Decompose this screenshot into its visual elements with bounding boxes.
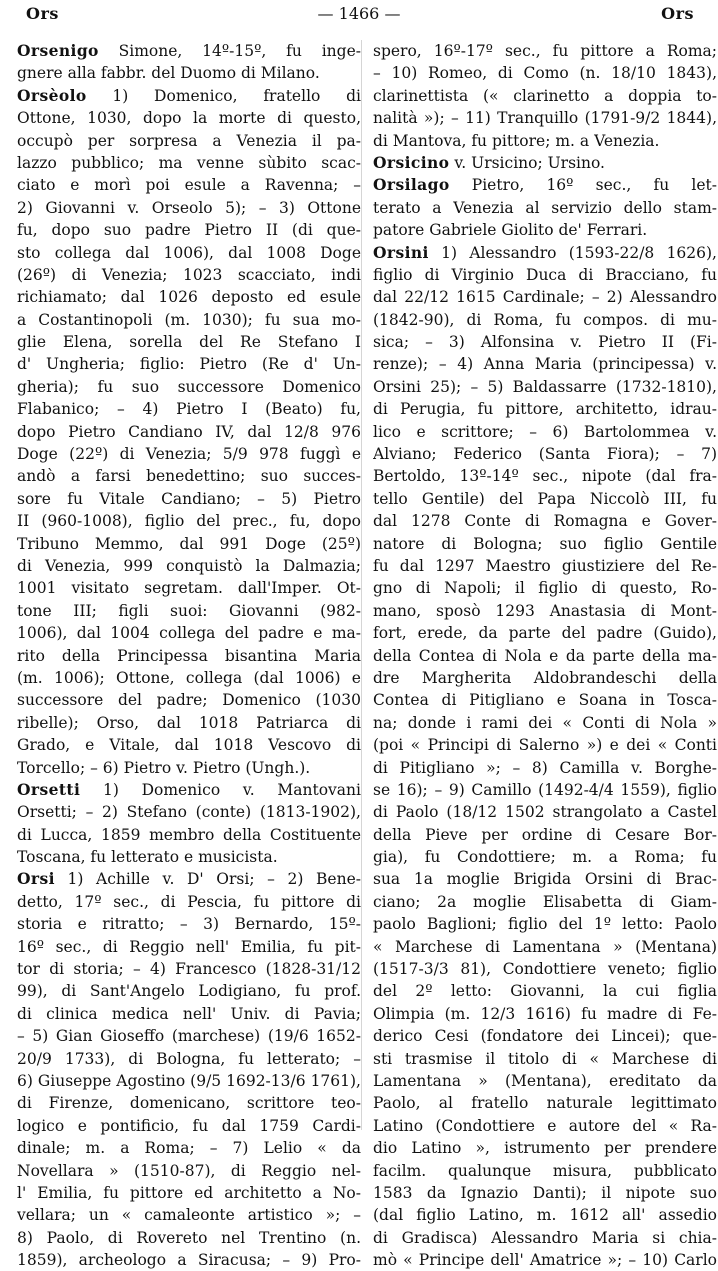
text-line	[373, 667, 717, 689]
line-text: « Marchese di Lamentana » (Mentana)	[373, 937, 717, 956]
text-line	[17, 757, 361, 779]
line-text: figlio di Virginio Duca di Bracciano, fu	[373, 265, 717, 284]
text-line	[17, 980, 361, 1002]
text-line	[17, 667, 361, 689]
line-text: mò « Principe dell' Amatrice »; – 10) Carlo	[373, 1251, 717, 1270]
line-text: 6) Giuseppe Agostino (9/5 1692-13/6 1761),	[17, 1071, 361, 1090]
text-line	[373, 443, 717, 465]
line-text: occupò per sorpresa a Venezia il pa-	[17, 131, 361, 150]
line-text: gno di Napoli; il figlio di questo, Ro-	[373, 579, 717, 598]
line-text: na; donde i rami dei « Conti di Nola »	[373, 713, 717, 732]
text-line	[17, 555, 361, 577]
line-text: sua 1a moglie Brigida Orsini di Brac-	[373, 870, 717, 889]
text-line	[17, 443, 361, 465]
text-line	[373, 353, 717, 375]
line-text: di clinica medica nell' Univ. di Pavia;	[17, 1004, 361, 1023]
text-line	[17, 958, 361, 980]
text-line	[17, 600, 361, 622]
text-line	[373, 465, 717, 487]
text-line	[17, 242, 361, 264]
text-line	[373, 197, 717, 219]
text-line	[373, 712, 717, 734]
entry-line	[373, 174, 717, 196]
text-line	[17, 824, 361, 846]
text-line	[373, 1115, 717, 1137]
text-line	[373, 936, 717, 958]
text-line	[373, 1025, 717, 1047]
line-text: Pietro, 16º sec., fu let-	[471, 176, 717, 195]
line-text: gheria); fu suo successore Domenico	[17, 377, 361, 396]
line-text: di Venezia, 999 conquistò la Dalmazia;	[17, 556, 361, 575]
text-line	[373, 398, 717, 420]
text-line	[373, 510, 717, 532]
line-text: ciato e morì poi esule a Ravenna; –	[17, 176, 361, 195]
line-text: sto collega dal 1006), dal 1008 Doge	[17, 243, 361, 262]
text-line	[17, 891, 361, 913]
text-line	[373, 846, 717, 868]
line-text: gia), fu Condottiere; m. a Roma; fu	[373, 848, 717, 867]
text-line	[17, 197, 361, 219]
text-line	[373, 555, 717, 577]
text-line	[17, 331, 361, 353]
line-text: della Contea di Nola e da parte della ma-	[373, 646, 717, 665]
line-text: facilm. qualunque misura, pubblicato	[373, 1161, 717, 1180]
line-text: tello Gentile) del Papa Niccolò III, fu	[373, 489, 717, 508]
text-line	[17, 152, 361, 174]
entry-line	[373, 152, 717, 174]
line-text: se 16); – 9) Camillo (1492-4/4 1559), figlio	[373, 780, 717, 799]
page-number: — 1466 —	[317, 4, 401, 23]
text-line	[373, 130, 717, 152]
text-line	[17, 1204, 361, 1226]
text-line	[373, 757, 717, 779]
line-text: detto, 17º sec., di Pescia, fu pittore di	[17, 892, 361, 911]
entry-line	[373, 242, 717, 264]
text-line	[17, 645, 361, 667]
text-line	[17, 219, 361, 241]
line-text: tor di storia; – 4) Francesco (1828-31/12	[17, 960, 361, 979]
text-line	[17, 264, 361, 286]
line-text: Flabanico; – 4) Pietro I (Beato) fu,	[17, 400, 361, 419]
line-text: derico Cesi (fondatore dei Lincei); que-	[373, 1027, 717, 1046]
text-line	[17, 689, 361, 711]
line-text: dal 1278 Conte di Romagna e Gover-	[373, 512, 717, 531]
line-text: 1) Domenico, fratello di	[112, 86, 361, 105]
line-text: (m. 1006); Ottone, collega (dal 1006) e	[17, 668, 361, 687]
text-line	[373, 734, 717, 756]
text-line	[17, 488, 361, 510]
line-text: 1583 da Ignazio Danti); il nipote suo	[373, 1183, 717, 1202]
text-line	[17, 1048, 361, 1070]
line-text: mano, sposò 1293 Anastasia di Mont-	[373, 601, 717, 620]
entry-headword: Orsini	[373, 242, 429, 262]
line-text: d' Ungheria; figlio: Pietro (Re d' Un-	[17, 355, 361, 374]
line-text: fu, dopo suo padre Pietro II (di que-	[17, 221, 361, 240]
line-text: vellara; un « camaleonte artistico »; –	[17, 1206, 361, 1225]
line-text: di Firenze, domenicano, scrittore teo-	[17, 1094, 361, 1113]
text-line	[373, 1204, 717, 1226]
text-line	[373, 1070, 717, 1092]
line-text: Torcello; – 6) Pietro v. Pietro (Ungh.).	[17, 758, 311, 777]
line-text: glie Elena, sorella del Re Stefano I	[17, 333, 361, 352]
text-line	[373, 1137, 717, 1159]
line-text: Contea di Pitigliano e Soana in Tosca-	[373, 691, 717, 710]
line-text: dre Margherita Aldobrandeschi della	[373, 668, 717, 687]
entry-line	[17, 85, 361, 107]
text-line	[373, 1003, 717, 1025]
line-text: ciano; 2a moglie Elisabetta di Giam-	[373, 892, 717, 911]
text-line	[17, 1182, 361, 1204]
text-line	[17, 286, 361, 308]
line-text: dio Latino », istrumento per prendere	[373, 1139, 717, 1158]
line-text: paolo Baglioni; figlio del 1º letto: Paolo	[373, 915, 717, 934]
text-line	[373, 286, 717, 308]
line-text: (26º) di Venezia; 1023 scacciato, indi	[17, 265, 361, 284]
text-line	[17, 510, 361, 532]
line-text: renze); – 4) Anna Maria (principessa) v.	[373, 355, 717, 374]
line-text: – 5) Gian Gioseffo (marchese) (19/6 1652-	[17, 1027, 361, 1046]
line-text: 16º sec., di Reggio nell' Emilia, fu pit-	[17, 937, 361, 956]
line-text: Paolo, al fratello naturale legittimato	[373, 1094, 717, 1113]
text-line	[373, 533, 717, 555]
entry-line	[17, 868, 361, 890]
text-line	[17, 107, 361, 129]
text-line	[373, 1227, 717, 1249]
text-line	[17, 846, 361, 868]
line-text: di Mantova, fu pittore; m. a Venezia.	[373, 131, 660, 150]
text-line	[373, 689, 717, 711]
line-text: II (960-1008), figlio del prec., fu, dopo	[17, 512, 361, 531]
text-line	[17, 734, 361, 756]
text-line	[17, 465, 361, 487]
line-text: 8) Paolo, di Rovereto nel Trentino (n.	[17, 1228, 361, 1247]
line-text: terato a Venezia al servizio dello stam-	[373, 198, 717, 217]
line-text: lico e scrittore; – 6) Bartolommea v.	[373, 422, 717, 441]
text-line	[373, 331, 717, 353]
entry-headword: Orsi	[17, 869, 55, 889]
line-text: andò a farsi benedettino; suo succes-	[17, 467, 361, 486]
line-text: (dal figlio Latino, m. 1612 all' assedio	[373, 1206, 717, 1225]
text-line	[17, 309, 361, 331]
line-text: storia e ritratto; – 3) Bernardo, 15º-	[17, 915, 361, 934]
entry-headword: Orsenigo	[17, 41, 99, 60]
text-line	[17, 712, 361, 734]
text-line	[373, 1182, 717, 1204]
text-line	[373, 958, 717, 980]
text-line	[17, 1092, 361, 1114]
text-line	[17, 913, 361, 935]
text-line	[373, 868, 717, 890]
line-text: Tribuno Memmo, dal 991 Doge (25º)	[17, 534, 361, 553]
text-line	[373, 219, 717, 241]
line-text: Novellara » (1510-87), di Reggio nel-	[17, 1161, 361, 1180]
text-line	[17, 936, 361, 958]
line-text: dinale; m. a Roma; – 7) Lelio « da	[17, 1139, 361, 1158]
text-line	[373, 40, 717, 62]
text-line	[17, 1115, 361, 1137]
text-line	[17, 1025, 361, 1047]
text-line	[373, 824, 717, 846]
line-text: l' Emilia, fu pittore ed architetto a No-	[17, 1183, 361, 1202]
text-line	[17, 421, 361, 443]
text-line	[17, 1160, 361, 1182]
text-line	[17, 1070, 361, 1092]
line-text: 1) Achille v. D' Orsi; – 2) Bene-	[67, 870, 361, 889]
header-right-guideword: Ors	[661, 4, 694, 23]
text-line	[373, 107, 717, 129]
line-text: Lamentana » (Mentana), ereditato da	[373, 1071, 717, 1090]
header-left-guideword: Ors	[26, 4, 59, 23]
text-line	[373, 421, 717, 443]
line-text: – 10) Romeo, di Como (n. 18/10 1843),	[373, 64, 717, 83]
line-text: 2) Giovanni v. Orseolo 5); – 3) Ottone	[17, 198, 361, 217]
text-line	[373, 309, 717, 331]
line-text: ribelle); Orso, dal 1018 Patriarca di	[17, 713, 361, 732]
line-text: Ottone, 1030, dopo la morte di questo,	[17, 109, 361, 128]
line-text: (1517-3/3 81), Condottiere veneto; figlio	[373, 960, 717, 979]
line-text: Latino (Condottiere e autore del « Ra-	[373, 1116, 717, 1135]
line-text: 1) Domenico v. Mantovani	[102, 780, 361, 799]
line-text: clarinettista (« clarinetto a doppia to-	[373, 86, 717, 105]
line-text: tone III; figli suoi: Giovanni (982-	[17, 601, 361, 620]
entry-headword: Orsilago	[373, 175, 450, 195]
running-header	[0, 4, 718, 30]
line-text: 20/9 1733), di Bologna, fu letterato; –	[17, 1049, 361, 1068]
entry-line	[17, 779, 361, 801]
text-line	[373, 1160, 717, 1182]
text-line	[17, 62, 361, 84]
text-line	[17, 353, 361, 375]
line-text: Simone, 14º-15º, fu inge-	[118, 42, 361, 60]
text-line	[373, 779, 717, 801]
line-text: Orsini 25); – 5) Baldassarre (1732-1810),	[373, 377, 717, 396]
text-line	[373, 645, 717, 667]
line-text: Orsetti; – 2) Stefano (conte) (1813-1902),	[17, 803, 361, 822]
line-text: 99), di Sant'Angelo Lodigiano, fu prof.	[17, 982, 361, 1001]
line-text: Doge (22º) di Venezia; 5/9 978 fuggì e	[17, 445, 361, 464]
text-line	[17, 801, 361, 823]
text-line	[17, 577, 361, 599]
line-text: sti trasmise il titolo di « Marchese di	[373, 1049, 717, 1068]
line-text: (poi « Principi di Salerno ») e dei « Conti	[373, 736, 717, 755]
line-text: Toscana, fu letterato e musicista.	[17, 848, 278, 867]
line-text: Alviano; Federico (Santa Fiora); – 7)	[373, 445, 717, 464]
text-line	[17, 376, 361, 398]
line-text: fort, erede, da parte del padre (Guido),	[373, 624, 717, 643]
text-line	[17, 130, 361, 152]
line-text: nalità »); – 11) Tranquillo (1791-9/2 1844),	[373, 109, 717, 128]
line-text: sore fu Vitale Candiano; – 5) Pietro	[17, 489, 361, 508]
line-text: a Costantinopoli (m. 1030); fu sua mo-	[17, 310, 361, 329]
left-column	[17, 40, 361, 1271]
text-line	[373, 980, 717, 1002]
line-text: fu dal 1297 Maestro giustiziere del Re-	[373, 556, 717, 575]
text-line	[17, 1137, 361, 1159]
text-line	[17, 533, 361, 555]
line-text: dopo Pietro Candiano IV, dal 12/8 976	[17, 422, 361, 441]
text-line	[17, 1003, 361, 1025]
text-line	[373, 85, 717, 107]
right-column	[373, 40, 717, 1271]
text-line	[373, 600, 717, 622]
text-line	[373, 62, 717, 84]
line-text: di Gradisca) Alessandro Maria si chia-	[373, 1228, 717, 1247]
line-text: sica; – 3) Alfonsina v. Pietro II (Fi-	[373, 333, 717, 352]
line-text: natore di Bologna; suo figlio Gentile	[373, 534, 717, 553]
line-text: richiamato; dal 1026 deposto ed esule	[17, 288, 361, 307]
text-line	[17, 1249, 361, 1271]
text-line	[373, 622, 717, 644]
text-line	[373, 913, 717, 935]
text-line	[373, 1249, 717, 1271]
entry-line	[17, 40, 361, 62]
line-text: 1006), dal 1004 collega del padre e ma-	[17, 624, 361, 643]
line-text: di Lucca, 1859 membro della Costituente	[17, 825, 361, 844]
line-text: spero, 16º-17º sec., fu pittore a Roma;	[373, 42, 717, 60]
line-text: dal 22/12 1615 Cardinale; – 2) Alessandro	[373, 288, 717, 307]
text-line	[373, 801, 717, 823]
text-line	[17, 398, 361, 420]
line-text: di Perugia, fu pittore, architetto, idrau-	[373, 400, 717, 419]
column-divider	[361, 40, 362, 1130]
text-line	[373, 1092, 717, 1114]
line-text: logico e pontificio, fu dal 1759 Cardi-	[17, 1116, 361, 1135]
entry-headword: Orsèolo	[17, 85, 87, 105]
line-text: della Pieve per ordine di Cesare Bor-	[373, 825, 717, 844]
entry-headword: Orsetti	[17, 779, 81, 799]
line-text: del 2º letto: Giovanni, la cui figlia	[373, 982, 717, 1001]
line-text: patore Gabriele Giolito de' Ferrari.	[373, 221, 648, 240]
line-text: 1859), archeologo a Siracusa; – 9) Pro-	[17, 1251, 361, 1270]
text-line	[17, 174, 361, 196]
text-line	[373, 577, 717, 599]
line-text: di Paolo (18/12 1502 strangolato a Castel	[373, 803, 717, 822]
text-line	[17, 622, 361, 644]
text-line	[373, 1048, 717, 1070]
line-text: gnere alla fabbr. del Duomo di Milano.	[17, 64, 320, 83]
text-line	[373, 264, 717, 286]
line-text: di Pitigliano »; – 8) Camilla v. Borghe-	[373, 758, 717, 777]
text-line	[373, 376, 717, 398]
text-line	[373, 488, 717, 510]
line-text: Olimpia (m. 12/3 1616) fu madre di Fe-	[373, 1004, 717, 1023]
line-text: 1) Alessandro (1593-22/8 1626),	[441, 243, 717, 262]
line-text: v. Ursicino; Ursino.	[454, 153, 605, 172]
line-text: lazzo pubblico; ma venne sùbito scac-	[17, 153, 361, 172]
line-text: successore del padre; Domenico (1030	[17, 691, 361, 710]
line-text: Bertoldo, 13º-14º sec., nipote (dal fra-	[373, 467, 717, 486]
line-text: (1842-90), di Roma, fu compos. di mu-	[373, 310, 717, 329]
line-text: rito della Principessa bisantina Maria	[17, 646, 361, 665]
entry-headword: Orsicino	[373, 152, 450, 172]
line-text: 1001 visitato segretam. dall'Imper. Ot-	[17, 579, 361, 598]
text-line	[373, 891, 717, 913]
line-text: Grado, e Vitale, dal 1018 Vescovo di	[17, 736, 361, 755]
text-line	[17, 1227, 361, 1249]
